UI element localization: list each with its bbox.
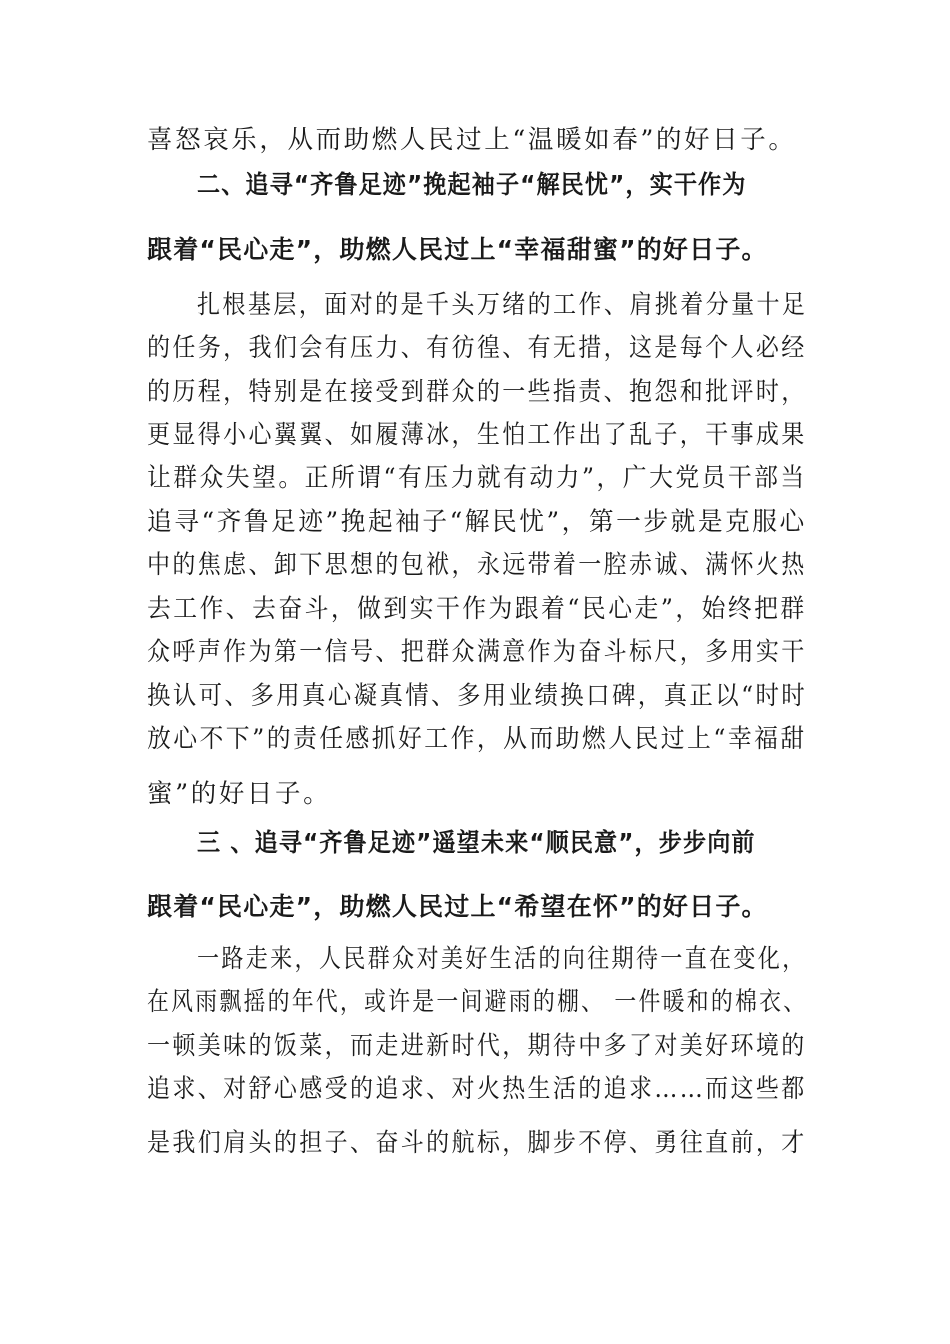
paragraph-line: 更显得小心翼翼、如履薄冰，生怕工作出了乱子，干事成果 [147, 420, 807, 450]
paragraph-line: 一顿美味的饭菜，而走进新时代，期待中多了对美好环境的 [147, 1031, 807, 1061]
paragraph-line: 扎根基层，面对的是千头万绪的工作、肩挑着分量十足 [197, 290, 808, 320]
section-heading: 跟着“民心走”，助燃人民过上“幸福甜蜜”的好日子。 [147, 235, 768, 264]
paragraph-line: 换认可、多用真心凝真情、多用业绩换口碑，真正以“时时 [147, 681, 808, 711]
paragraph-line: 中的焦虑、卸下思想的包袱，永远带着一腔赤诚、满怀火热 [147, 550, 807, 580]
paragraph-line: 放心不下”的责任感抓好工作，从而助燃人民过上“幸福甜 [147, 724, 807, 754]
section-heading: 三 、追寻“齐鲁足迹”遥望未来“顺民意”，步步向前 [197, 828, 756, 857]
paragraph-line: 的历程，特别是在接受到群众的一些指责、抱怨和批评时， [147, 377, 807, 407]
paragraph-line: 喜怒哀乐，从而助燃人民过上“温暖如春”的好日子。 [147, 125, 797, 155]
paragraph-line: 众呼声作为第一信号、把群众满意作为奋斗标尺，多用实干 [147, 637, 807, 667]
paragraph-line: 的任务，我们会有压力、有彷徨、有无措，这是每个人必经 [147, 333, 807, 363]
paragraph-line: 让群众失望。正所谓“有压力就有动力”，广大党员干部当 [147, 463, 807, 493]
paragraph-line: 一路走来，人民群众对美好生活的向往期待一直在变化， [197, 944, 807, 974]
paragraph-line: 追求、对舒心感受的追求、对火热生活的追求……而这些都 [147, 1074, 807, 1104]
paragraph-line: 蜜”的好日子。 [147, 779, 332, 809]
paragraph-line: 去工作、去奋斗，做到实干作为跟着“民心走”，始终把群 [147, 594, 807, 624]
paragraph-line: 是我们肩头的担子、奋斗的航标，脚步不停、勇往直前，才 [147, 1128, 807, 1158]
section-heading: 二、追寻“齐鲁足迹”挽起袖子“解民忧”，实干作为 [197, 170, 747, 199]
section-heading: 跟着“民心走”，助燃人民过上“希望在怀”的好日子。 [147, 892, 768, 921]
paragraph-line: 在风雨飘摇的年代，或许是一间避雨的棚、 一件暖和的棉衣、 [147, 987, 808, 1017]
paragraph-line: 追寻“齐鲁足迹”挽起袖子“解民忧”，第一步就是克服心 [147, 507, 807, 537]
